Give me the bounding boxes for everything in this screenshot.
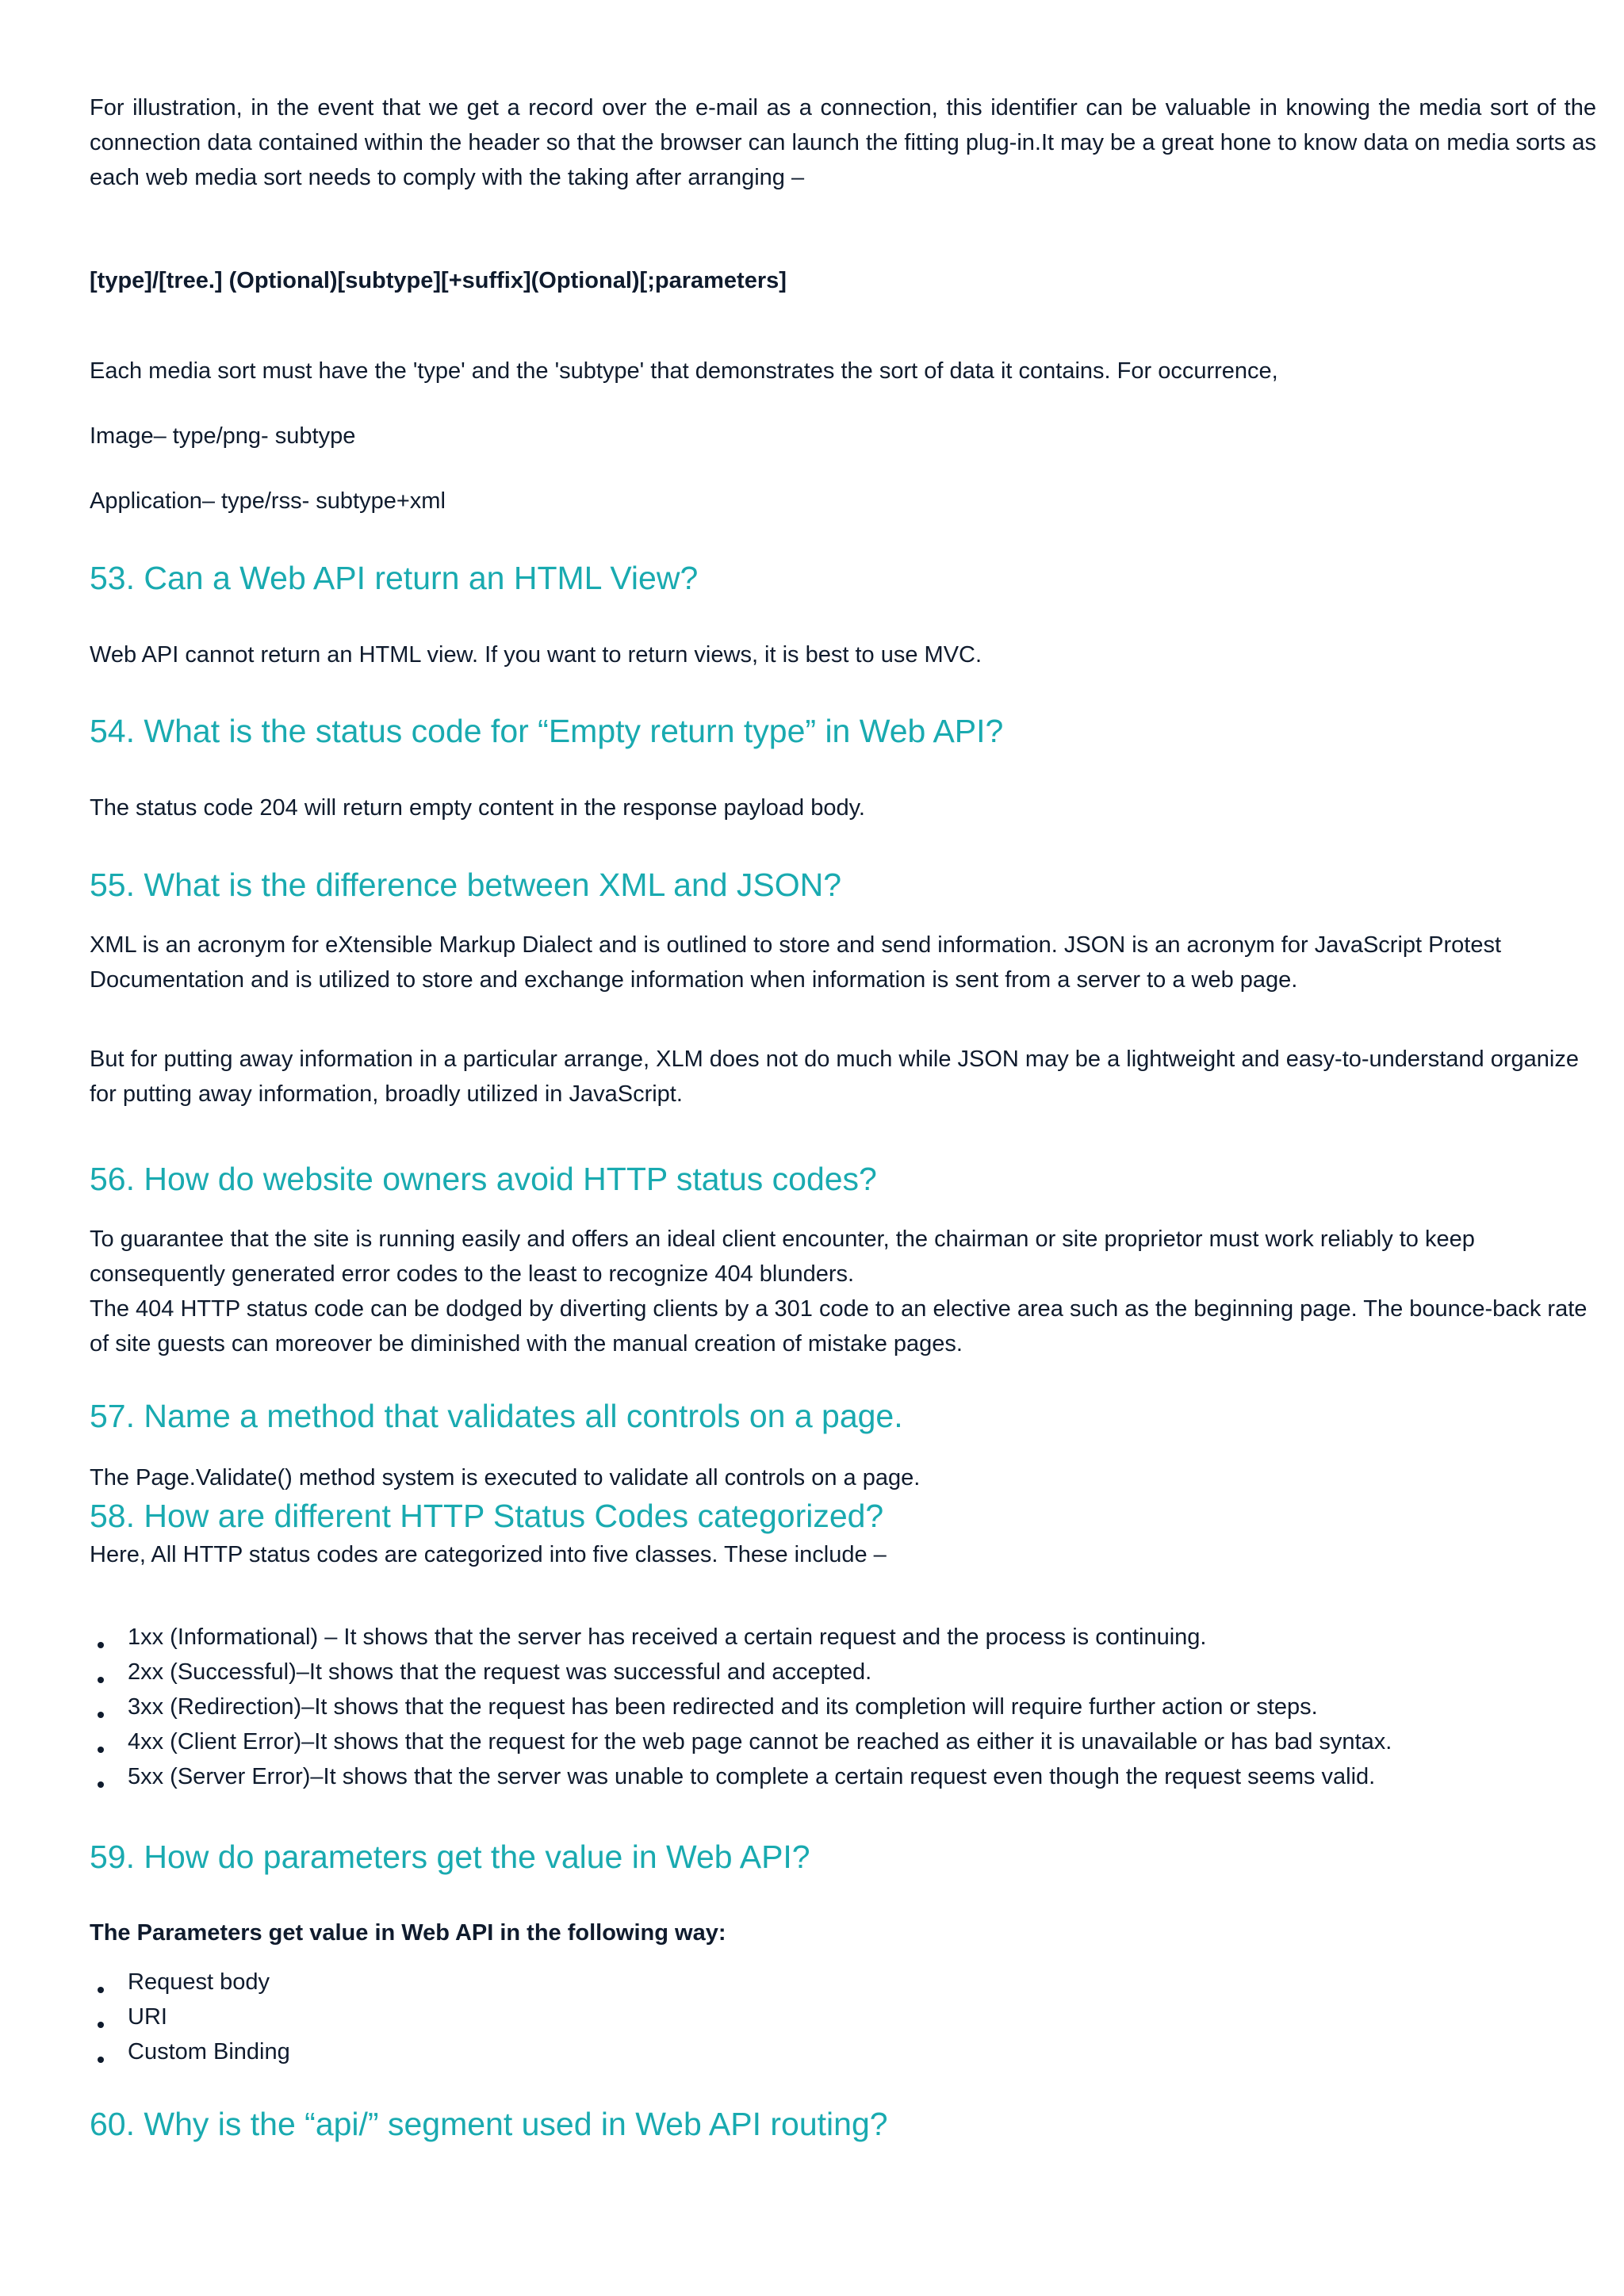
heading-q53: 53. Can a Web API return an HTML View? — [90, 560, 699, 596]
status-class-list — [90, 1620, 1596, 1794]
heading-q57: 57. Name a method that validates all controls on a page. — [90, 1398, 903, 1434]
list-item: 1xx (Informational) – It shows that the server has received a certain request and the process is continuing. — [90, 1620, 1596, 1655]
list-item: 5xx (Server Error)–It shows that the server was unable to complete a certain request even though the request seems valid. — [90, 1759, 1596, 1794]
intro-paragraph: For illustration, in the event that we get a record over the e-mail as a connection, this identifier can be valuable in knowing the media sort of the connection data contained within the header so that the browser can launch the fitting plug-in.It may be a great hone to know data on media sorts as each web media sort needs to comply with the taking after arranging – — [90, 95, 1596, 190]
answer-q56-part1: To guarantee that the site is running easily and offers an ideal client encounter, the chairman or site proprietor must work reliably to keep consequently generated error codes to the least to recognize 404 blunders. — [90, 1226, 1475, 1287]
list-item: URI — [90, 1999, 1596, 2034]
intro-q59: The Parameters get value in Web API in the following way: — [90, 1920, 726, 1946]
answer-q54: The status code 204 will return empty content in the response payload body. — [90, 795, 865, 821]
heading-q60: 60. Why is the “api/” segment used in Web API routing? — [90, 2106, 888, 2142]
media-type-paragraph: Each media sort must have the 'type' and the 'subtype' that demonstrates the sort of data it contains. For occurrence, — [90, 358, 1278, 384]
heading-q55: 55. What is the difference between XML and JSON? — [90, 867, 842, 903]
heading-q58: 58. How are different HTTP Status Codes categorized? — [90, 1498, 884, 1534]
heading-q56: 56. How do website owners avoid HTTP status codes? — [90, 1161, 877, 1197]
heading-q59: 59. How do parameters get the value in Web API? — [90, 1839, 810, 1875]
list-item: 4xx (Client Error)–It shows that the request for the web page cannot be reached as either it is unavailable or has bad syntax. — [90, 1724, 1596, 1759]
list-item: 2xx (Successful)–It shows that the request was successful and accepted. — [90, 1655, 1596, 1689]
answer-q57: The Page.Validate() method system is executed to validate all controls on a page. — [90, 1465, 921, 1490]
parameter-source-list — [90, 1965, 1596, 2069]
answer-q55-part1: XML is an acronym for eXtensible Markup Dialect and is outlined to store and send information. JSON is an acronym for JavaScript Protest Documentation and is utilized to store and exchange information when information is sent from a server to a web page. — [90, 932, 1502, 993]
heading-q54: 54. What is the status code for “Empty return type” in Web API? — [90, 713, 1004, 749]
intro-q58: Here, All HTTP status codes are categorized into five classes. These include – — [90, 1542, 887, 1567]
list-item: 3xx (Redirection)–It shows that the request has been redirected and its completion will require further action or steps. — [90, 1689, 1596, 1724]
list-item: Request body — [90, 1965, 1596, 1999]
media-type-format: [type]/[tree.] (Optional)[subtype][+suffix](Optional)[;parameters] — [90, 268, 787, 293]
example-application: Application– type/rss- subtype+xml — [90, 488, 446, 514]
list-item: Custom Binding — [90, 2034, 1596, 2069]
answer-q53: Web API cannot return an HTML view. If you want to return views, it is best to use MVC. — [90, 642, 982, 668]
example-image: Image– type/png- subtype — [90, 423, 356, 449]
answer-q55-part2: But for putting away information in a particular arrange, XLM does not do much while JSON may be a lightweight and easy-to-understand organize for putting away information, broadly utilized in JavaScript. — [90, 1047, 1579, 1107]
answer-q56-part2: The 404 HTTP status code can be dodged by diverting clients by a 301 code to an elective area such as the beginning page. The bounce-back rate of site guests can moreover be diminished with the manual creation of mistake pages. — [90, 1296, 1588, 1357]
